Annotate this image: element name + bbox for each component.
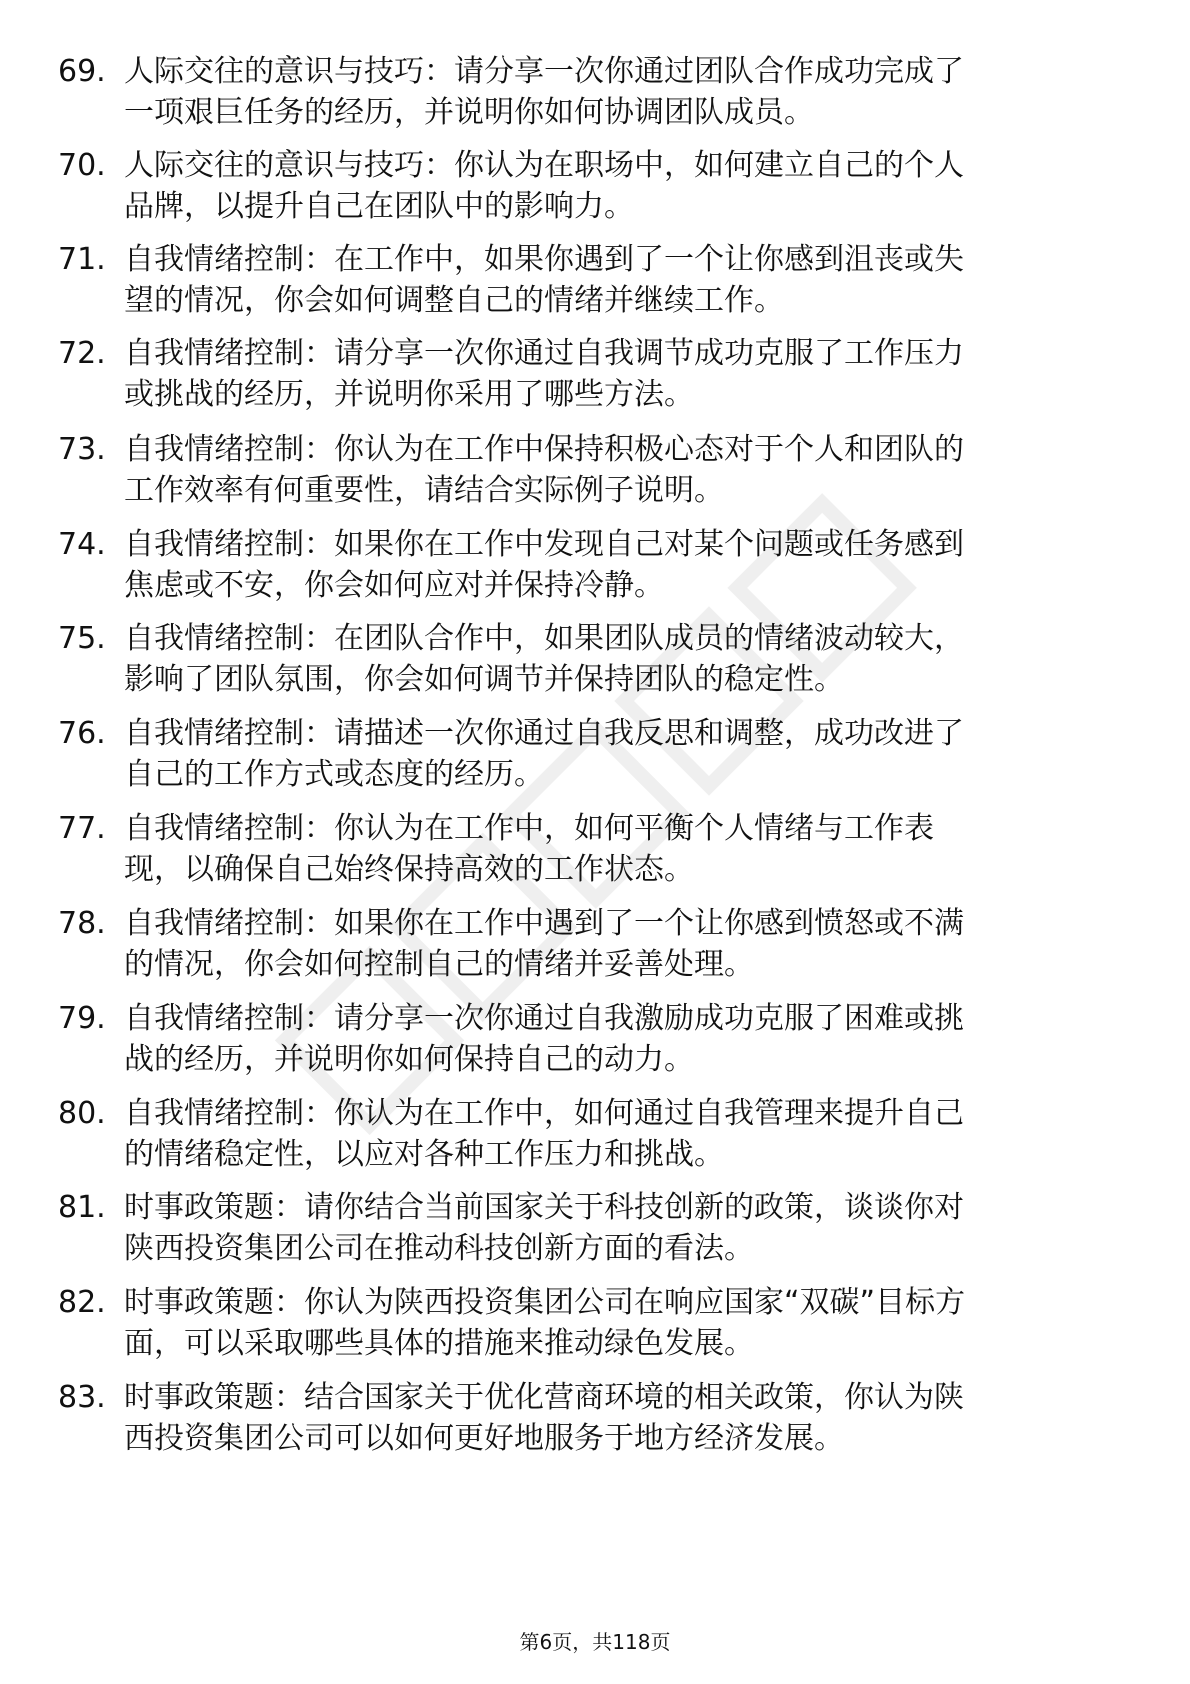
question-item bbox=[58, 1377, 1118, 1459]
question-text bbox=[124, 145, 1118, 227]
question-number: 71. bbox=[58, 242, 106, 277]
question-item bbox=[58, 51, 1118, 133]
question-line: 自我情绪控制：请分享一次你通过自我激励成功克服了困难或挑 bbox=[124, 1001, 964, 1036]
question-number: 74. bbox=[58, 527, 106, 562]
question-text bbox=[124, 713, 1118, 795]
question-text bbox=[124, 1187, 1118, 1269]
question-text bbox=[124, 1093, 1118, 1175]
question-number: 83. bbox=[58, 1380, 106, 1415]
question-item bbox=[58, 1093, 1118, 1175]
question-line: 望的情况，你会如何调整自己的情绪并继续工作。 bbox=[124, 283, 784, 318]
question-line: 自我情绪控制：你认为在工作中，如何通过自我管理来提升自己 bbox=[124, 1096, 964, 1131]
question-number: 81. bbox=[58, 1190, 106, 1225]
question-line: 自我情绪控制：在团队合作中，如果团队成员的情绪波动较大， bbox=[124, 621, 964, 656]
question-text bbox=[124, 429, 1118, 511]
question-number: 78. bbox=[58, 906, 106, 941]
question-line: 现，以确保自己始终保持高效的工作状态。 bbox=[124, 852, 694, 887]
question-item bbox=[58, 145, 1118, 227]
question-item bbox=[58, 333, 1118, 415]
question-line: 时事政策题：你认为陕西投资集团公司在响应国家“双碳”目标方 bbox=[124, 1285, 966, 1320]
question-number: 82. bbox=[58, 1285, 106, 1320]
question-line: 自我情绪控制：你认为在工作中保持积极心态对于个人和团队的 bbox=[124, 432, 964, 467]
question-line: 一项艰巨任务的经历，并说明你如何协调团队成员。 bbox=[124, 95, 814, 130]
question-line: 面，可以采取哪些具体的措施来推动绿色发展。 bbox=[124, 1326, 754, 1361]
question-number: 77. bbox=[58, 811, 106, 846]
question-item bbox=[58, 618, 1118, 700]
question-line: 自我情绪控制：你认为在工作中，如何平衡个人情绪与工作表 bbox=[124, 811, 934, 846]
question-line: 的情绪稳定性，以应对各种工作压力和挑战。 bbox=[124, 1137, 724, 1172]
question-line: 战的经历，并说明你如何保持自己的动力。 bbox=[124, 1042, 694, 1077]
question-text bbox=[124, 333, 1118, 415]
question-text bbox=[124, 1377, 1118, 1459]
question-line: 影响了团队氛围，你会如何调节并保持团队的稳定性。 bbox=[124, 662, 844, 697]
question-line: 人际交往的意识与技巧：请分享一次你通过团队合作成功完成了 bbox=[124, 54, 964, 89]
question-line: 西投资集团公司可以如何更好地服务于地方经济发展。 bbox=[124, 1421, 844, 1456]
question-line: 时事政策题：请你结合当前国家关于科技创新的政策，谈谈你对 bbox=[124, 1190, 964, 1225]
question-line: 陕西投资集团公司在推动科技创新方面的看法。 bbox=[124, 1231, 754, 1266]
question-line: 自我情绪控制：请描述一次你通过自我反思和调整，成功改进了 bbox=[124, 716, 964, 751]
question-line: 时事政策题：结合国家关于优化营商环境的相关政策，你认为陕 bbox=[124, 1380, 964, 1415]
question-text bbox=[124, 239, 1118, 321]
question-number: 72. bbox=[58, 336, 106, 371]
question-text bbox=[124, 808, 1118, 890]
question-line: 焦虑或不安，你会如何应对并保持冷静。 bbox=[124, 568, 664, 603]
question-line: 人际交往的意识与技巧：你认为在职场中，如何建立自己的个人 bbox=[124, 148, 964, 183]
question-line: 自己的工作方式或态度的经历。 bbox=[124, 757, 544, 792]
question-line: 自我情绪控制：如果你在工作中遇到了一个让你感到愤怒或不满 bbox=[124, 906, 964, 941]
question-item bbox=[58, 713, 1118, 795]
question-number: 79. bbox=[58, 1001, 106, 1036]
question-item bbox=[58, 903, 1118, 985]
question-item bbox=[58, 524, 1118, 606]
question-number: 76. bbox=[58, 716, 106, 751]
question-text bbox=[124, 524, 1118, 606]
question-item bbox=[58, 808, 1118, 890]
question-text bbox=[124, 51, 1118, 133]
question-line: 的情况，你会如何控制自己的情绪并妥善处理。 bbox=[124, 947, 754, 982]
question-line: 自我情绪控制：如果你在工作中发现自己对某个问题或任务感到 bbox=[124, 527, 964, 562]
question-line: 品牌，以提升自己在团队中的影响力。 bbox=[124, 189, 634, 224]
question-item bbox=[58, 998, 1118, 1080]
question-item bbox=[58, 239, 1118, 321]
question-item bbox=[58, 1187, 1118, 1269]
question-text bbox=[124, 1282, 1118, 1364]
page-footer: 第6页，共118页 bbox=[519, 1630, 671, 1654]
question-text bbox=[124, 903, 1118, 985]
question-number: 80. bbox=[58, 1096, 106, 1131]
question-number: 70. bbox=[58, 148, 106, 183]
question-line: 自我情绪控制：在工作中，如果你遇到了一个让你感到沮丧或失 bbox=[124, 242, 964, 277]
question-line: 工作效率有何重要性，请结合实际例子说明。 bbox=[124, 473, 724, 508]
question-item bbox=[58, 1282, 1118, 1364]
question-number: 73. bbox=[58, 432, 106, 467]
question-number: 69. bbox=[58, 54, 106, 89]
question-item bbox=[58, 429, 1118, 511]
question-line: 或挑战的经历，并说明你采用了哪些方法。 bbox=[124, 377, 694, 412]
question-line: 自我情绪控制：请分享一次你通过自我调节成功克服了工作压力 bbox=[124, 336, 964, 371]
question-text bbox=[124, 618, 1118, 700]
question-text bbox=[124, 998, 1118, 1080]
question-number: 75. bbox=[58, 621, 106, 656]
